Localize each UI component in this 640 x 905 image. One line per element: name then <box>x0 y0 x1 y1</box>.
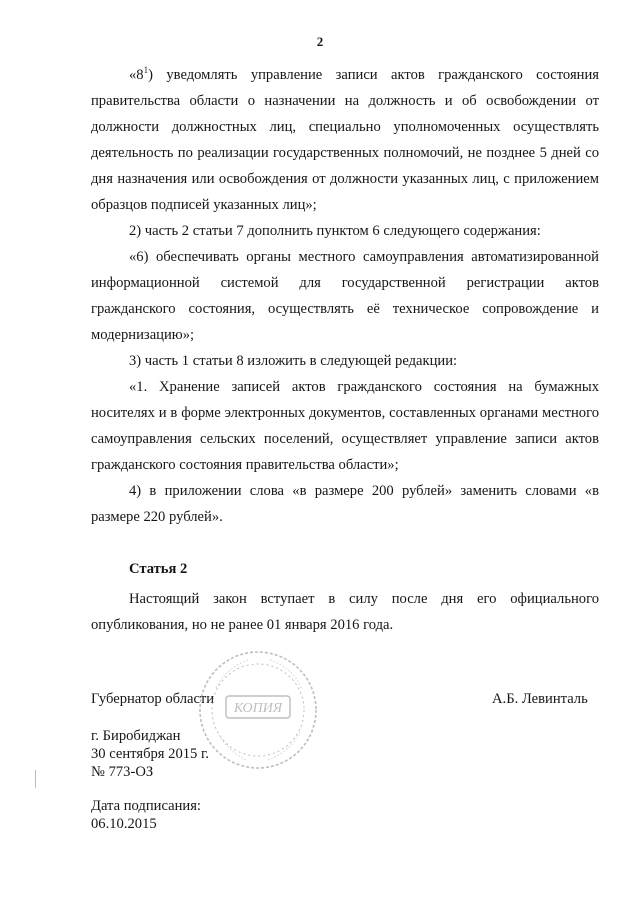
article-2-paragraph: Настоящий закон вступает в силу после дня его официального опубликования, но не ранее 01 января 2016 года. <box>91 591 599 633</box>
place-date-block <box>91 727 209 781</box>
paragraph-amendment-4: 4) в приложении слова «в размере 200 рублей» заменить словами «в размере 220 рублей». <box>91 483 599 525</box>
paragraph-amendment-2: 2) часть 2 статьи 7 дополнить пунктом 6 следующего содержания: <box>129 223 541 239</box>
article-2-heading: Статья 2 <box>129 561 188 577</box>
stamp-label: КОПИЯ <box>233 701 283 716</box>
city: г. Биробиджан <box>91 728 181 744</box>
paragraph-item-6: «6) обеспечивать органы местного самоуправления автоматизированной информационной системой для государственной регистрации актов гражданского состояния, осуществлять её техническое сопровождение и модернизацию»; <box>91 249 599 343</box>
signatory-title: Губернатор области <box>91 691 215 707</box>
signing-date-block <box>91 797 201 833</box>
scan-artifact <box>35 770 36 788</box>
copy-stamp-icon <box>196 648 320 772</box>
paragraph-amendment-3: 3) часть 1 статьи 8 изложить в следующей редакции: <box>129 353 458 369</box>
article-2-text <box>91 586 599 638</box>
page-number: 2 <box>316 34 324 49</box>
paragraph-prefix: «8 <box>129 67 144 83</box>
signing-date: 06.10.2015 <box>91 816 157 832</box>
law-date: 30 сентября 2015 г. <box>91 746 209 762</box>
signatory-name: А.Б. Левинталь <box>492 691 588 707</box>
law-number: № 773-ОЗ <box>91 764 154 780</box>
paragraph-item-8-1 <box>91 62 599 218</box>
superscript-index: 1 <box>143 65 149 76</box>
amendments-text <box>91 62 599 530</box>
paragraph-rest: ) уведомлять управление записи актов гражданского состояния правительства области о назначении на должность и об освобождении от должности должностных лиц, специально уполномоченных осуществлять деятельность по реализации государственных полномочий, не позднее 5 дней со дня назначения или освобождения от должности указанных лиц, с приложением образцов подписей указанных лиц»; <box>91 67 599 213</box>
signing-date-label: Дата подписания: <box>91 798 201 814</box>
paragraph-item-1: «1. Хранение записей актов гражданского состояния на бумажных носителях и в форме электронных документов, составленных органами местного самоуправления сельских поселений, осуществляет управление записи актов гражданского состояния правительства области»; <box>91 379 599 473</box>
